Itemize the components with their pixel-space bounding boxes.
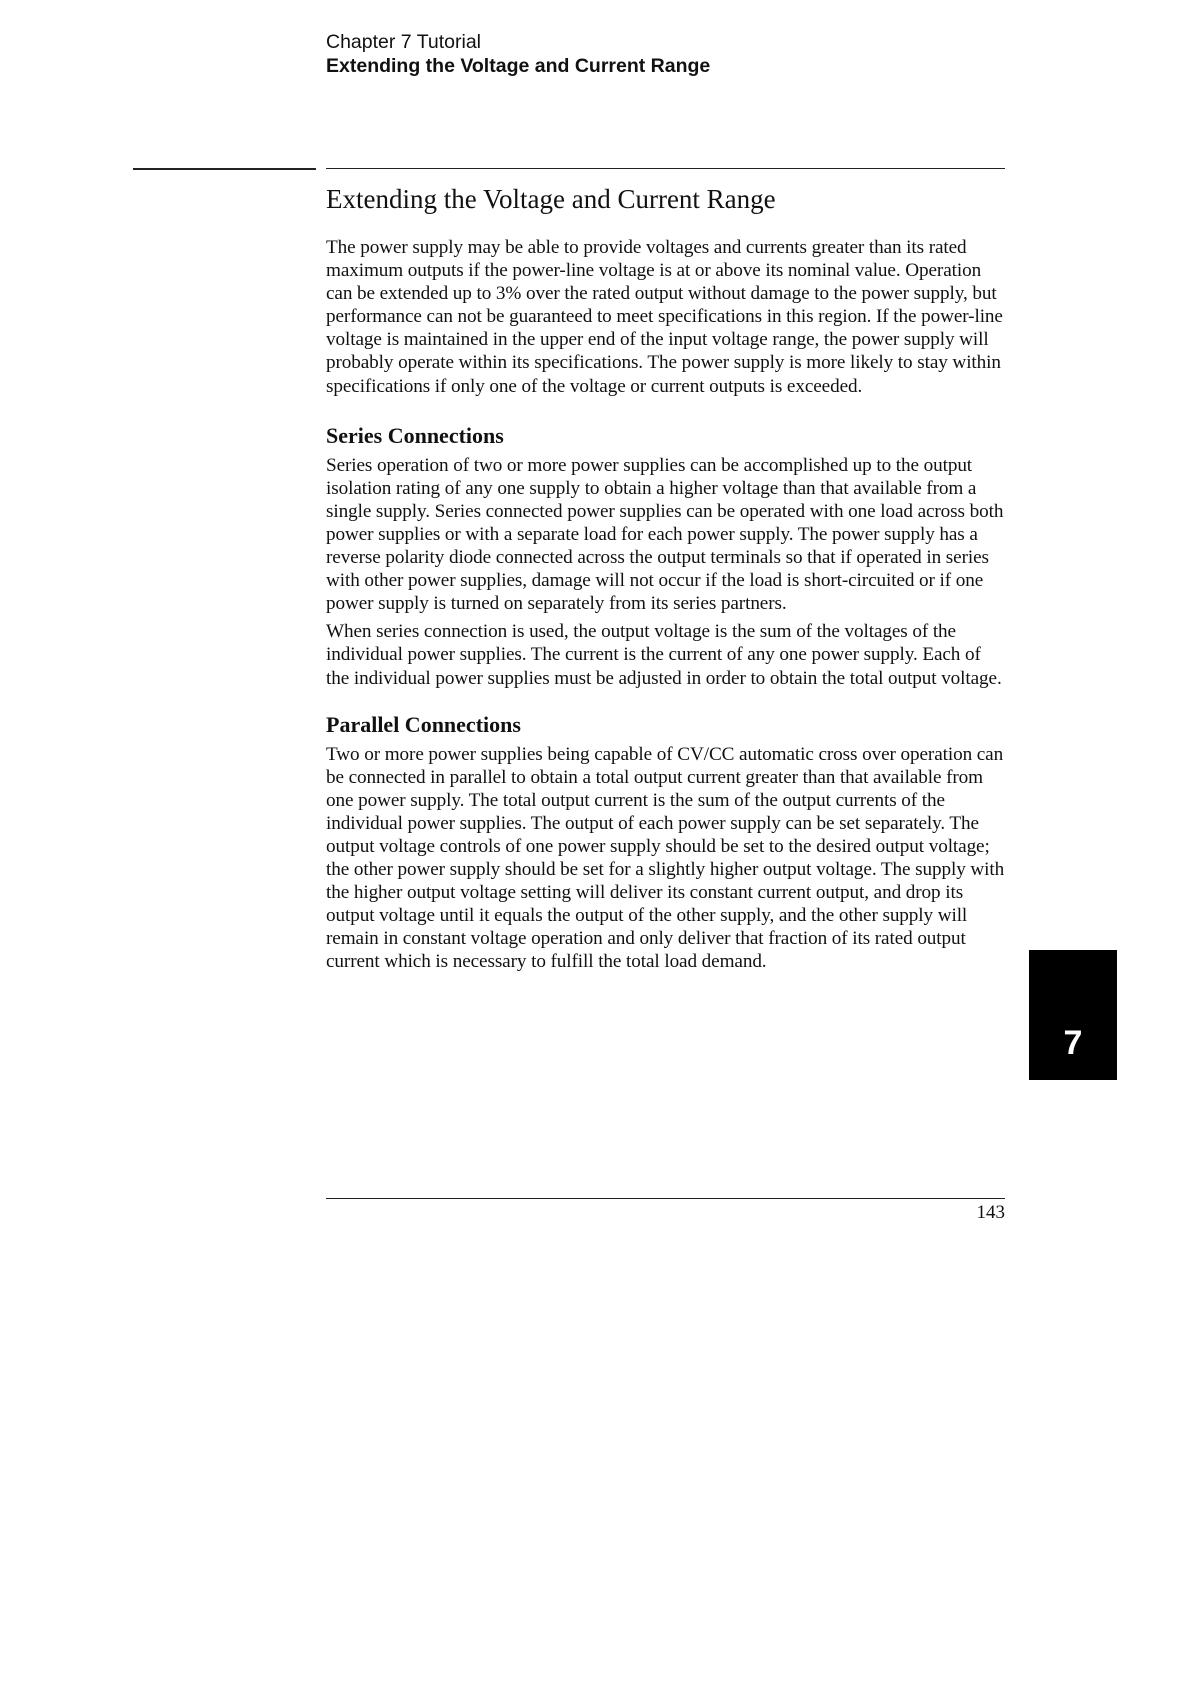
parallel-paragraph-1: Two or more power supplies being capable of CV/CC automatic cross over operation can be connected in parallel to obtain a total output current greater than that available from one power supply. The total output current is the sum of the output currents of the individual power supplies. The output of each power supply can be set separately. The output voltage controls of one power supply should be set to the desired output voltage; the other power supply should be set for a slightly higher output voltage. The supply with the higher output voltage setting will deliver its constant current output, and drop its output voltage until it equals the output of the other supply, and the other supply will remain in constant voltage operation and only deliver that fraction of its rated output current which is necessary to fulfill the total load demand. <box>326 743 1005 973</box>
parallel-connections-section <box>326 711 1006 974</box>
series-connections-heading: Series Connections <box>326 422 504 448</box>
footer-rule <box>326 1198 1005 1199</box>
parallel-connections-heading: Parallel Connections <box>326 711 521 737</box>
main-content <box>326 180 1006 979</box>
chapter-thumb-number: 7 <box>1063 1024 1083 1062</box>
running-head <box>326 30 710 78</box>
intro-paragraph: The power supply may be able to provide voltages and currents greater than its rated maximum outputs if the power-line voltage is at or above its nominal value. Operation can be extended up to 3% over the rated output without damage to the power supply, but performance can not be guaranteed to meet specifications in this region. If the power-line voltage is maintained in the upper end of the input voltage range, the power supply will probably operate within its specifications. The power supply is more likely to stay within specifications if only one of the voltage or current outputs is exceeded. <box>326 237 1003 397</box>
series-paragraph-1: Series operation of two or more power supplies can be accomplished up to the output isolation rating of any one supply to obtain a higher voltage than that available from a single supply. Series connected power supplies can be operated with one load across both power supplies or with a separate load for each power supply. The power supply has a reverse polarity diode connected across the output terminals so that if operated in series with other power supplies, damage will not occur if the load is short-circuited or if one power supply is turned on separately from its series partners. <box>326 454 1004 615</box>
series-paragraph-2: When series connection is used, the output voltage is the sum of the voltages of the individual power supplies. The current is the current of any one power supply. Each of the individual power supplies must be adjusted in order to obtain the total output voltage. <box>326 621 1002 689</box>
title-rule <box>326 168 1005 169</box>
running-head-chapter: Chapter 7 Tutorial <box>326 31 482 53</box>
running-head-section: Extending the Voltage and Current Range <box>326 55 711 77</box>
page-number: 143 <box>976 1202 1005 1223</box>
series-connections-section <box>326 422 1006 690</box>
page-title: Extending the Voltage and Current Range <box>326 184 776 214</box>
left-margin-rule <box>133 168 316 170</box>
chapter-thumb-tab <box>1029 950 1117 1080</box>
